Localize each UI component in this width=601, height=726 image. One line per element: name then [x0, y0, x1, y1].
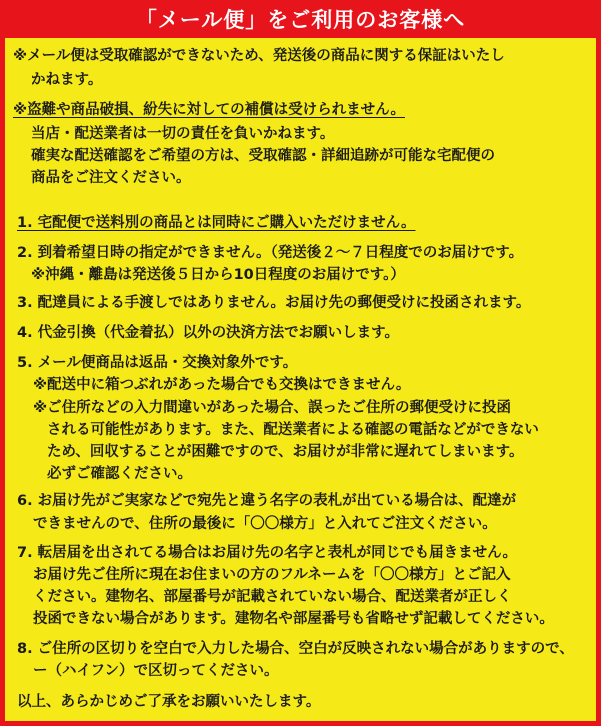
closing-text: 以上、あらかじめご了承をお願いいたします。 [17, 694, 321, 710]
note-1-line-1: ※メール便は受取確認ができないため、発送後の商品に関する保証はいたし [13, 48, 505, 64]
item-2-line-2: ※沖縄・離島は発送後５日から10日程度のお届けです。） [31, 267, 405, 283]
item-8-line-2: ー（ハイフン）で区切ってください。 [33, 663, 279, 679]
item-7-line-3: ください。建物名、部屋番号が記載されていない場合、配送業者が正しく [33, 589, 512, 605]
item-8-line-1: 8. ご住所の区切りを空白で入力した場合、空白が反映されない場合がありますので、 [17, 641, 574, 657]
note-2-line-2: 当店・配送業者は一切の責任を負いかねます。 [31, 126, 335, 142]
item-6-line-1: 6. お届け先がご実家などで宛先と違う名字の表札が出ている場合は、配達が [17, 493, 517, 509]
item-5-line-2: ※配送中に箱つぶれがあった場合でも交換はできません。 [33, 377, 411, 393]
item-2-line-1: 2. 到着希望日時の指定ができません。（発送後２～７日程度でのお届けです。 [17, 245, 524, 261]
item-3-line-1: 3. 配達員による手渡しではありません。お届け先の郵便受けに投函されます。 [17, 295, 531, 311]
item-1-line-1: 1. 宅配便で送料別の商品とは同時にご購入いただけません。 [17, 215, 416, 231]
item-6-line-2: できませんので、住所の最後に「〇〇様方」と入れてご注文ください。 [33, 516, 497, 532]
item-7-line-1: 7. 転居届を出されてる場合はお届け先の名字と表札が同じでも届きません。 [17, 545, 518, 561]
item-5-line-4: される可能性があります。また、配送業者による確認の電話などができない [47, 422, 539, 438]
note-2-line-1: ※盗難や商品破損、紛失に対しての補償は受けられません。 [13, 102, 405, 118]
item-5-line-5: ため、回収することが困難ですので、お届けが非常に遅れてしまいます。 [47, 444, 524, 460]
item-7-line-2: お届け先ご住所に現在お住まいの方のフルネームを「〇〇様方」とご記入 [33, 567, 511, 583]
note-1-line-2: かねます。 [31, 72, 103, 88]
item-5-line-6: 必ずご確認ください。 [47, 466, 192, 482]
item-4-line-1: 4. 代金引換（代金着払）以外の決済方法でお願いします。 [17, 325, 399, 341]
item-5-line-1: 5. メール便商品は返品・交換対象外です。 [17, 355, 298, 371]
item-7-line-4: 投函できない場合があります。建物名や部屋番号も省略せず記載してください。 [33, 611, 554, 627]
notice-panel [5, 38, 596, 721]
note-2-line-4: 商品をご注文ください。 [31, 170, 191, 186]
note-2-line-3: 確実な配送確認をご希望の方は、受取確認・詳細追跡が可能な宅配便の [31, 148, 495, 164]
page-title: 「メール便」をご利用のお客様へ [135, 8, 466, 32]
item-5-line-3: ※ご住所などの入力間違いがあった場合、誤ったご住所の郵便受けに投函 [33, 400, 511, 416]
